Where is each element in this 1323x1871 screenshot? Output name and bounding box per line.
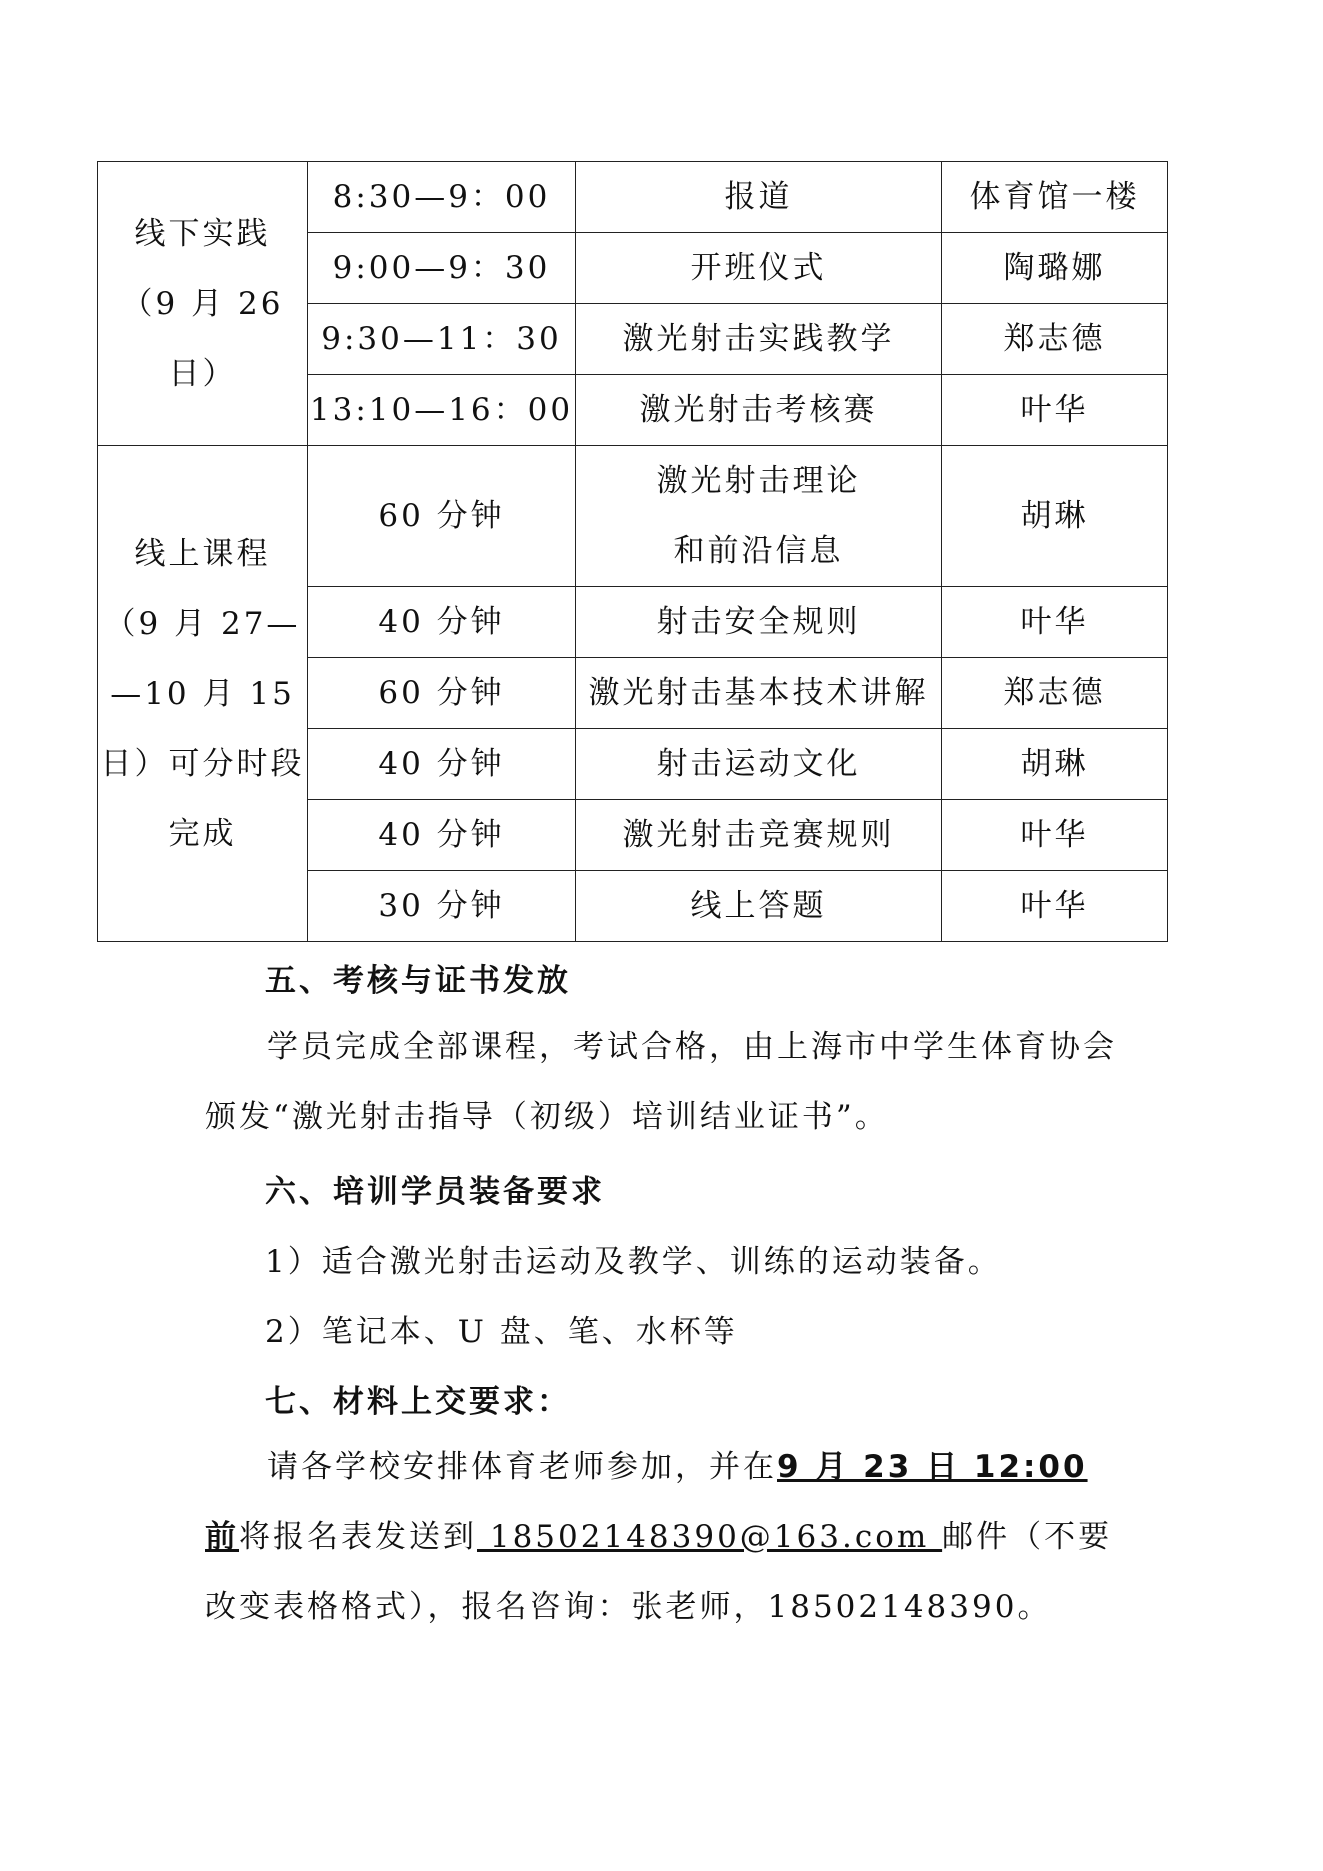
content-cell: 激光射击实践教学	[576, 304, 942, 375]
person-cell: 叶华	[942, 871, 1168, 942]
person-cell: 胡琳	[942, 729, 1168, 800]
time-cell: 60 分钟	[308, 658, 576, 729]
person-cell: 郑志德	[942, 304, 1168, 375]
person-cell: 郑志德	[942, 658, 1168, 729]
content-cell: 开班仪式	[576, 233, 942, 304]
content-cell	[576, 446, 942, 587]
paragraph-text: 请各学校安排体育老师参加，并在	[267, 1449, 777, 1485]
content-cell: 报道	[576, 162, 942, 233]
time-cell: 9:00—9：30	[308, 233, 576, 304]
content-cell: 激光射击基本技术讲解	[576, 658, 942, 729]
group-offline-cell	[98, 162, 308, 446]
group-date: （9 月 27—	[104, 605, 301, 642]
content-cell: 射击安全规则	[576, 587, 942, 658]
time-cell: 9:30—11：30	[308, 304, 576, 375]
deadline-text: 9 月 23 日 12:00 前	[205, 1449, 1088, 1555]
email-address: 18502148390@163.com	[477, 1519, 943, 1555]
group-note: 日）可分时段	[100, 745, 305, 782]
group-date: —10 月 15	[110, 675, 295, 712]
person-cell: 体育馆一楼	[942, 162, 1168, 233]
materials-paragraph	[205, 1432, 1135, 1642]
time-cell: 40 分钟	[308, 800, 576, 871]
group-online-cell	[98, 446, 308, 942]
schedule-table	[97, 161, 1168, 942]
group-date: （9 月 26 日）	[121, 285, 284, 392]
person-cell: 胡琳	[942, 446, 1168, 587]
person-cell: 叶华	[942, 587, 1168, 658]
group-label: 线上课程	[134, 535, 271, 572]
group-label: 线下实践	[134, 215, 271, 252]
content-cell: 射击运动文化	[576, 729, 942, 800]
paragraph-text: 邮件（不要改变表格格式），报名咨询：张老师，18502148390。	[205, 1519, 1113, 1625]
content-line: 和前沿信息	[673, 533, 844, 569]
time-cell: 13:10—16：00	[308, 375, 576, 446]
person-cell: 陶璐娜	[942, 233, 1168, 304]
equipment-item: 1）适合激光射击运动及教学、训练的运动装备。	[265, 1244, 1002, 1280]
time-cell: 40 分钟	[308, 729, 576, 800]
person-cell: 叶华	[942, 800, 1168, 871]
section-heading-materials: 七、材料上交要求：	[265, 1384, 571, 1420]
section-heading-equipment: 六、培训学员装备要求	[265, 1174, 605, 1210]
time-cell: 60 分钟	[308, 446, 576, 587]
table-row	[98, 446, 1168, 587]
time-cell: 40 分钟	[308, 587, 576, 658]
assessment-paragraph: 学员完成全部课程，考试合格，由上海市中学生体育协会颁发“激光射击指导（初级）培训结业证书”。	[205, 1029, 1117, 1135]
time-cell: 8:30—9：00	[308, 162, 576, 233]
content-cell: 激光射击考核赛	[576, 375, 942, 446]
content-cell: 线上答题	[576, 871, 942, 942]
content-cell: 激光射击竞赛规则	[576, 800, 942, 871]
equipment-item: 2）笔记本、U 盘、笔、水杯等	[265, 1314, 738, 1350]
table-row	[98, 162, 1168, 233]
paragraph-text: 将报名表发送到	[239, 1519, 477, 1555]
section-heading-assessment: 五、考核与证书发放	[265, 963, 571, 999]
content-line: 激光射击理论	[656, 463, 861, 499]
person-cell: 叶华	[942, 375, 1168, 446]
time-cell: 30 分钟	[308, 871, 576, 942]
group-note: 完成	[168, 815, 237, 852]
